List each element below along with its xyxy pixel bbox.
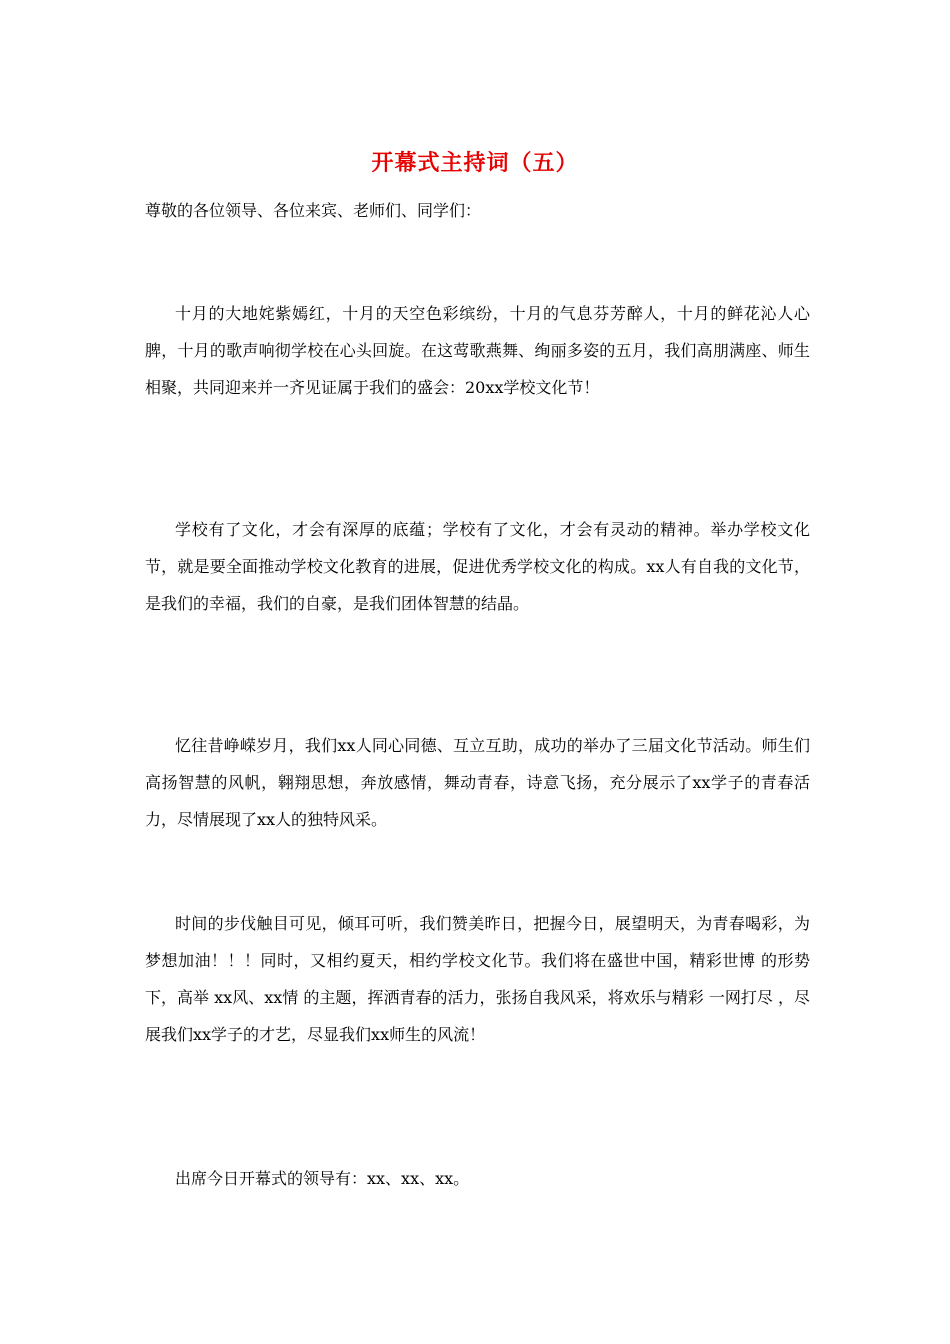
paragraph-2: 学校有了文化，才会有深厚的底蕴；学校有了文化，才会有灵动的精神。举办学校文化节，就是要全面推动学校文化教育的进展，促进优秀学校文化的构成。xx人有自我的文化节，是我们的幸福，我们的自豪，是我们团体智慧的结晶。 [145,520,810,613]
paragraph-1: 十月的大地姹紫嫣红，十月的天空色彩缤纷，十月的气息芬芳醉人，十月的鲜花沁人心脾，十月的歌声响彻学校在心头回旋。在这莺歌燕舞、绚丽多姿的五月，我们高朋满座、师生相聚，共同迎来并一齐见证属于我们的盛会：20xx学校文化节！ [145,304,810,397]
document-title: 开幕式主持词（五） [371,150,579,176]
salutation-line: 尊敬的各位领导、各位来宾、老师们、同学们： [145,201,482,220]
paragraph-5: 出席今日开幕式的领导有：xx、xx、xx。 [175,1169,470,1188]
paragraph-3: 忆往昔峥嵘岁月，我们xx人同心同德、互立互助，成功的举办了三届文化节活动。师生们高扬智慧的风帆，翱翔思想，奔放感情，舞动青春，诗意飞扬，充分展示了xx学子的青春活力，尽情展现了xx人的独特风采。 [145,736,810,829]
paragraph-4: 时间的步伐触目可见，倾耳可听，我们赞美昨日，把握今日，展望明天，为青春喝彩，为梦想加油！！！同时，又相约夏天，相约学校文化节。我们将在盛世中国，精彩世博 的形势下，高举 xx风、xx情 的主题，挥洒青春的活力，张扬自我风采，将欢乐与精彩 一网打尽 ，尽展我们xx学子的才艺，尽显我们xx师生的风流！ [145,914,810,1044]
